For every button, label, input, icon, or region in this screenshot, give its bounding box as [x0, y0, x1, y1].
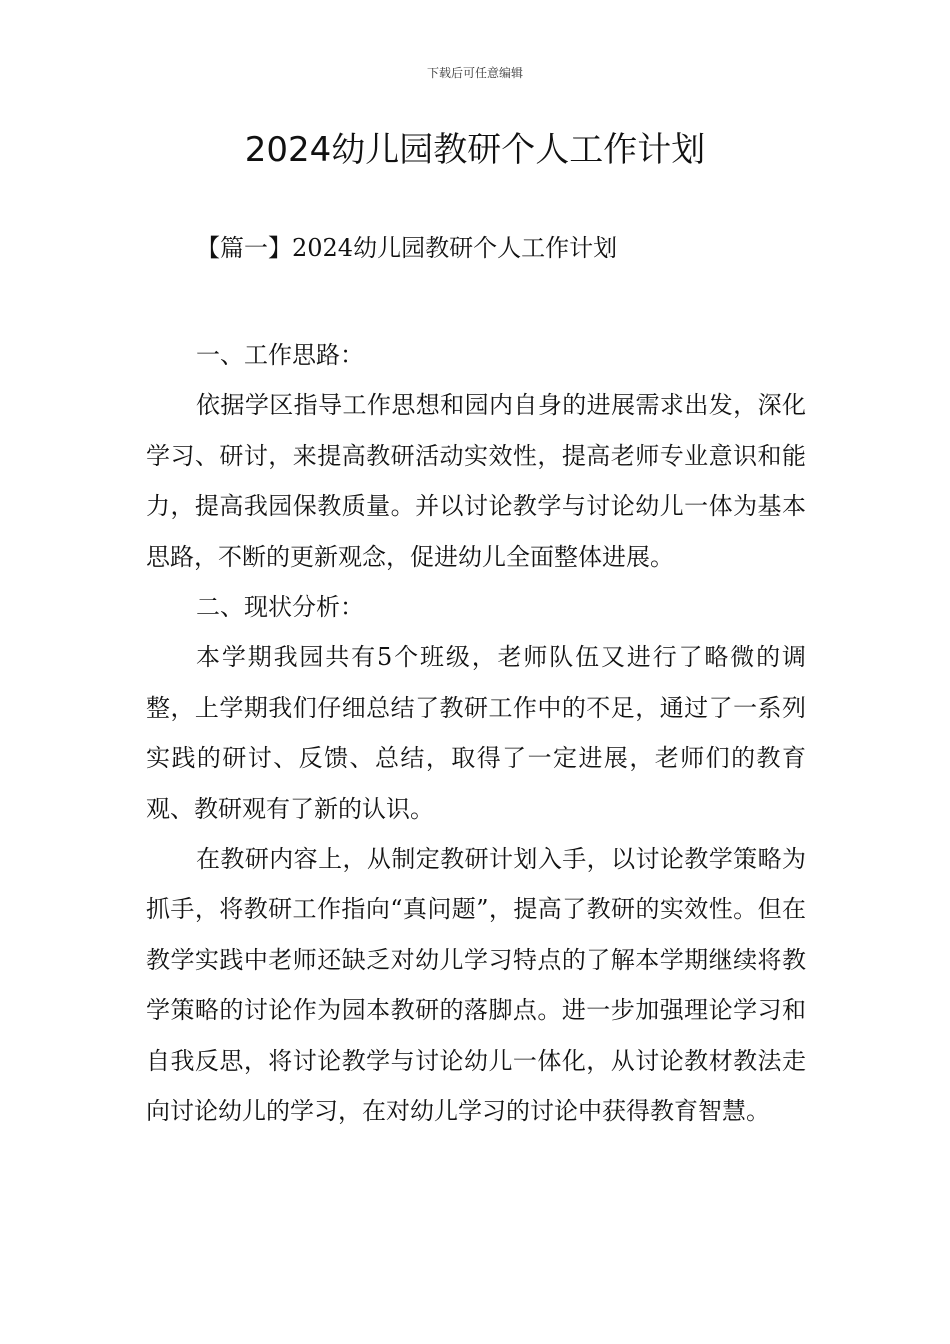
paragraph-status-analysis: 本学期我园共有5个班级，老师队伍又进行了略微的调整，上学期我们仔细总结了教研工作中的不足，通过了一系列实践的研讨、反馈、总结，取得了一定进展，老师们的教育观、教研观有了新的认识。 — [146, 643, 806, 823]
heading-work-approach: 一、工作思路： — [196, 341, 364, 369]
paragraph-work-approach: 依据学区指导工作思想和园内自身的进展需求出发，深化学习、研讨，来提高教研活动实效性，提高老师专业意识和能力，提高我园保教质量。并以讨论教学与讨论幼儿一体为基本思路，不断的更新观念，促进幼儿全面整体进展。 — [146, 391, 806, 571]
section-title: 【篇一】2024幼儿园教研个人工作计划 — [196, 234, 618, 262]
document-body — [146, 330, 806, 1137]
page-header-note: 下载后可任意编辑 — [426, 66, 523, 80]
paragraph-research-content: 在教研内容上，从制定教研计划入手，以讨论教学策略为抓手，将教研工作指向“真问题”，提高了教研的实效性。但在教学实践中老师还缺乏对幼儿学习特点的了解本学期继续将教学策略的讨论作为园本教研的落脚点。进一步加强理论学习和自我反思，将讨论教学与讨论幼儿一体化，从讨论教材教法走向讨论幼儿的学习，在对幼儿学习的讨论中获得教育智慧。 — [146, 845, 806, 1126]
document-title: 2024幼儿园教研个人工作计划 — [244, 130, 706, 170]
heading-status-analysis: 二、现状分析： — [196, 593, 364, 622]
